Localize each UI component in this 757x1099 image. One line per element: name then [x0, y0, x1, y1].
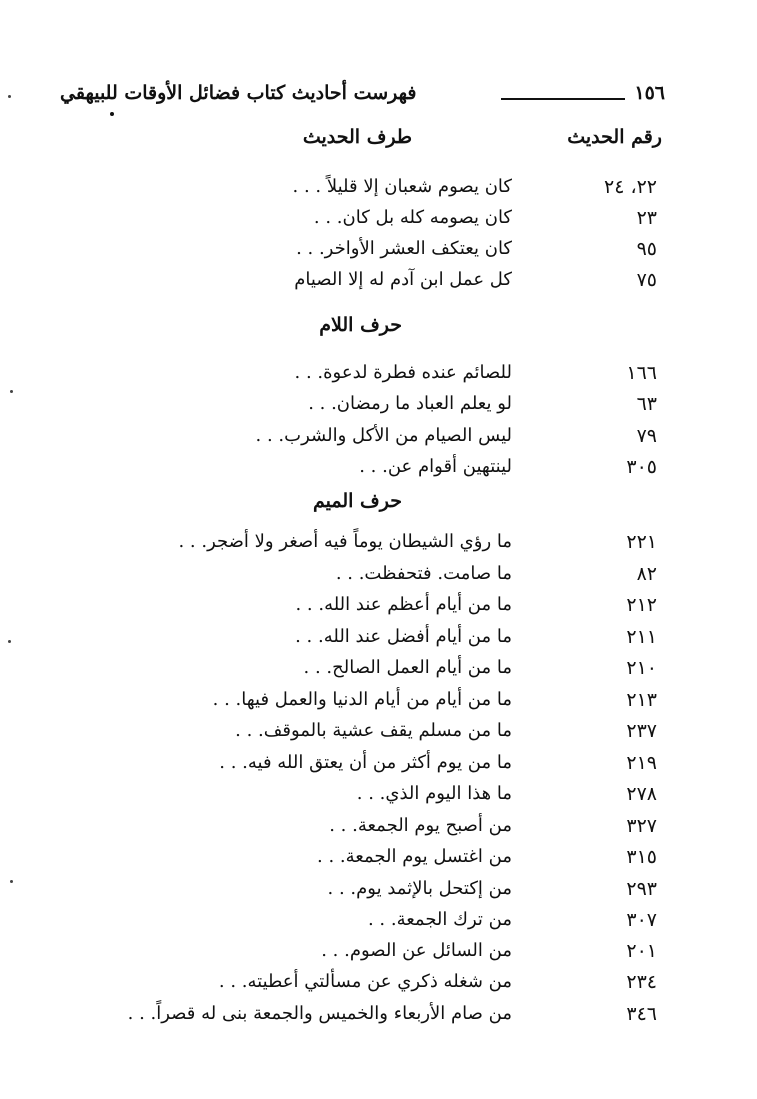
hadith-incipit: ما من أيام العمل الصالح. . .: [303, 657, 512, 678]
hadith-number: ٣١٥: [626, 846, 657, 868]
list-item: [0, 207, 757, 237]
hadith-incipit: من ترك الجمعة. . .: [367, 909, 512, 930]
hadith-number: ٧٥: [636, 269, 657, 291]
list-item: [0, 657, 757, 687]
section-title-lam: حرف اللام: [319, 314, 402, 336]
section-title-mim: حرف الميم: [313, 490, 402, 512]
list-item: [0, 752, 757, 782]
hadith-number: ٢١١: [626, 626, 657, 648]
hadith-incipit: للصائم عنده فطرة لدعوة. . .: [294, 362, 512, 383]
hadith-incipit: من إكتحل بالإثمد يوم. . .: [327, 878, 512, 899]
list-item: [0, 940, 757, 970]
list-item: [0, 971, 757, 1001]
hadith-incipit: من صام الأربعاء والخميس والجمعة بنى له قصراً. . .: [127, 1003, 512, 1024]
scan-speck: [10, 880, 13, 883]
list-item: [0, 269, 757, 299]
hadith-incipit: ما صامت. فتحفظت. . .: [335, 563, 512, 584]
list-item: [0, 362, 757, 392]
hadith-incipit: ما من أيام أعظم عند الله. . .: [295, 594, 512, 615]
scan-speck: [8, 640, 11, 643]
hadith-number: ٨٢: [636, 563, 657, 585]
list-item: [0, 720, 757, 750]
list-item: [0, 594, 757, 624]
hadith-incipit: ما من أيام أفضل عند الله. . .: [295, 626, 512, 647]
hadith-number: ١٦٦: [626, 362, 657, 384]
hadith-number: ٢٢١: [626, 531, 657, 553]
list-item: [0, 176, 757, 206]
hadith-number: ٢١٩: [626, 752, 657, 774]
list-item: [0, 238, 757, 268]
page-number: ١٥٦: [634, 82, 665, 104]
list-item: [0, 815, 757, 845]
hadith-incipit: ما من يوم أكثر من أن يعتق الله فيه. . .: [219, 752, 512, 773]
hadith-number: ٢٢، ٢٤: [603, 176, 657, 198]
hadith-number: ٢٣: [636, 207, 657, 229]
hadith-incipit: كان يصوم شعبان إلا قليلاً . . .: [292, 176, 512, 197]
hadith-number: ٩٥: [636, 238, 657, 260]
hadith-number: ٢٠١: [626, 940, 657, 962]
hadith-number: ٣٠٥: [626, 456, 657, 478]
hadith-number: ٣٢٧: [626, 815, 657, 837]
list-item: [0, 783, 757, 813]
scan-speck: [10, 390, 13, 393]
hadith-incipit: ما من أيام من أيام الدنيا والعمل فيها. . .: [212, 689, 512, 710]
hadith-number: ٢١٠: [626, 657, 657, 679]
list-item: [0, 393, 757, 423]
hadith-number: ٣٤٦: [626, 1003, 657, 1025]
hadith-incipit: كل عمل ابن آدم له إلا الصيام: [294, 269, 512, 290]
list-item: [0, 456, 757, 486]
hadith-incipit: ما هذا اليوم الذي. . .: [356, 783, 512, 804]
list-item: [0, 531, 757, 561]
list-item: [0, 1003, 757, 1033]
running-title: فهرست أحاديث كتاب فضائل الأوقات للبيهقي: [60, 82, 417, 104]
list-item: [0, 689, 757, 719]
hadith-incipit: ما من مسلم يقف عشية بالموقف. . .: [235, 720, 512, 741]
list-item: [0, 563, 757, 593]
hadith-number: ٢٣٤: [626, 971, 657, 993]
column-header-text: طرف الحديث: [302, 126, 412, 148]
hadith-number: ٢٩٣: [626, 878, 657, 900]
hadith-incipit: لينتهين أقوام عن. . .: [359, 456, 512, 477]
hadith-incipit: من اغتسل يوم الجمعة. . .: [317, 846, 512, 867]
hadith-number: ٧٩: [636, 425, 657, 447]
hadith-number: ٢٧٨: [626, 783, 657, 805]
hadith-incipit: لو يعلم العباد ما رمضان. . .: [308, 393, 512, 414]
list-item: [0, 425, 757, 455]
hadith-incipit: من شغله ذكري عن مسألتي أعطيته. . .: [218, 971, 512, 992]
hadith-incipit: من السائل عن الصوم. . .: [321, 940, 512, 961]
hadith-number: ٢٣٧: [626, 720, 657, 742]
hadith-incipit: كان يعتكف العشر الأواخر. . .: [296, 238, 512, 259]
list-item: [0, 909, 757, 939]
hadith-incipit: كان يصومه كله بل كان. . .: [313, 207, 512, 228]
hadith-incipit: من أصبح يوم الجمعة. . .: [329, 815, 512, 836]
hadith-incipit: ما رؤي الشيطان يوماً فيه أصغر ولا أضجر. . .: [178, 531, 512, 552]
hadith-number: ٦٣: [636, 393, 657, 415]
column-header-number: رقم الحديث: [567, 126, 662, 148]
hadith-number: ٢١٣: [626, 689, 657, 711]
list-item: [0, 878, 757, 908]
hadith-number: ٣٠٧: [626, 909, 657, 931]
scan-speck: [8, 95, 11, 98]
list-item: [0, 846, 757, 876]
hadith-number: ٢١٢: [626, 594, 657, 616]
list-item: [0, 626, 757, 656]
hadith-incipit: ليس الصيام من الأكل والشرب. . .: [255, 425, 512, 446]
